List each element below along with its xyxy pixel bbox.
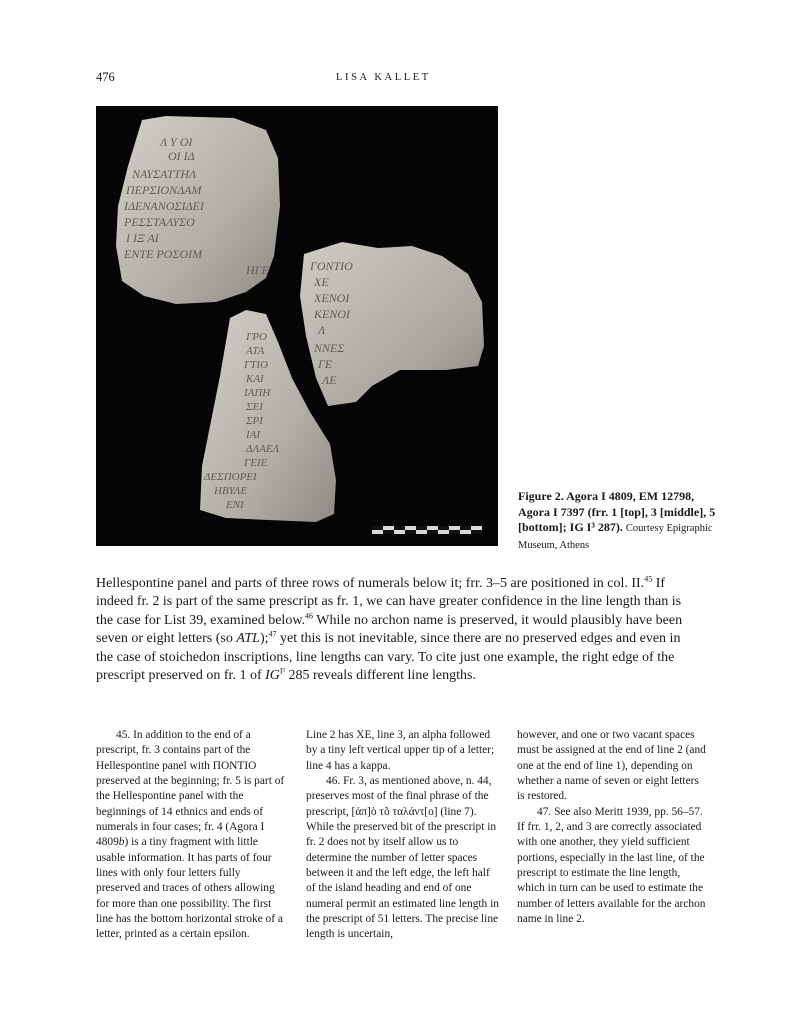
footnote-45: 45. In addition to the end of a prescript, fr. 3 contains part of the Hellespontine panel with ΠΟΝΤΙΟ preserved at the beginning; fr. 5 is part of the Hellespontine panel with the beginnings of 14 ethnics and ends of numerals in four cases; fr. 4 (Agora I 4809b) is a tiny fragment with little usable information. It has parts of four lines with only four letters fully preserved and traces of others allowing for more than one possibility. The first line has the bottom horizontal stroke of a letter, printed as a certain epsilon. (96, 729, 285, 941)
fragment-3-line: ΝΝΕΣ (314, 341, 345, 355)
fragment-1-line: ΟΙ ΙΔ (168, 149, 195, 163)
fragment-5-line: ΣΡΙ (246, 415, 263, 427)
footnote-column-1 (96, 728, 286, 943)
figure-caption-title: Figure 2. Agora I 4809, EM 12798, Agora I 7397 (frr. 1 [top], 3 [middle], 5 [bottom]; IG I³ 287). (518, 489, 716, 534)
fragment-5-line: ΑΤΑ (246, 345, 265, 357)
fragment-3-line: ΧΕ (314, 275, 329, 289)
body-text-1: Hellespontine panel and parts of three rows of numerals below it; frr. 3–5 are positioned in col. II. (96, 576, 645, 591)
running-head: LISA KALLET (336, 72, 431, 83)
inscription-photo (96, 106, 498, 546)
fragment-5-line: ΙΑΙ (246, 429, 261, 441)
fragment-1-line: Ι ΙΞ ΑΙ (126, 231, 159, 245)
footnote-ref-47[interactable]: 47 (268, 629, 277, 639)
body-text-2: If indeed fr. 2 is part of the same prescript as fr. 1, we can have greater confidence in the line length than is the case for List 39, examined below. (96, 576, 682, 628)
fragment-3-line: ΧΕΝΟΙ (314, 291, 350, 305)
fragment-5-line: ΓΕΙΕ (244, 457, 268, 469)
fragment-5-line: ΔΛΑΕΛ (246, 443, 280, 455)
fragment-1-line: ΗΓΕ (246, 263, 269, 277)
main-paragraph (96, 575, 696, 685)
footnote-ref-45[interactable]: 45 (644, 574, 653, 584)
fragment-5-line: ΕΝΙ (226, 499, 244, 511)
fragment-1-line: ΝΑΥΣΑΤΤΗΛ (132, 167, 197, 181)
fragment-3-line: ΓΟΝΤΙΟ (310, 259, 353, 273)
ig-abbreviation: IG (265, 668, 280, 684)
fragment-5-line: ΚΑΙ (246, 373, 264, 385)
scale-bar (372, 526, 482, 534)
ig-volume: I³ (279, 666, 285, 676)
body-text-4: ); (259, 631, 269, 647)
fragment-5-line: ΔΕΣΠΟΡΕΙ (204, 471, 257, 483)
fragment-3-line: Λ (318, 323, 326, 337)
fragment-1-line: ΕΝΤΕ ΡΟΣΟΙΜ (124, 247, 203, 261)
atl-abbreviation: ATL (236, 631, 260, 647)
fragment-1-line: ΙΔΕΝΑΝΟΣΙΔΕΙ (124, 199, 204, 213)
figure-caption (518, 489, 718, 553)
fragment-1-line: Λ Υ ΟΙ (160, 135, 193, 149)
fragment-5-line: ΓΡΟ (246, 331, 267, 343)
fragment-3-line: ΛΕ (322, 373, 337, 387)
footnote-column-2 (306, 728, 500, 943)
fragment-3-line: ΓΕ (318, 357, 333, 371)
body-text-6: 285 reveals different line lengths. (284, 668, 476, 684)
page-number: 476 (96, 70, 115, 84)
fragment-5-line: ΙΑΠΗ (244, 387, 271, 399)
footnote-45-continued: Line 2 has ΧΕ, line 3, an alpha followed by a tiny left vertical upper tip of a letter; line 4 has a kappa. (306, 729, 495, 772)
footnote-column-3 (517, 728, 707, 927)
figure-caption-credit: Courtesy Epigraphic Museum, Athens (518, 523, 713, 551)
fragment-3-line: ΚΕΝΟΙ (314, 307, 350, 321)
footnote-46: 46. Fr. 3, as mentioned above, n. 44, preserves most of the final phrase of the prescript, [ἀπ]ὸ τõ ταλάντ[ο] (line 7). While the preserved bit of the prescript in fr. 2 does not by itself allow us to determine the number of letter spaces between it and the left edge, the left half of the island heading and end of one numeral permit an estimated line length in the prescript of 51 letters. The precise line length is uncertain, (306, 775, 499, 941)
body-text-5: yet this is not inevitable, since there are no preserved edges and even in the case of stoichedon inscriptions, line lengths can vary. To cite just one example, the right edge of the prescript preserved on fr. 1 of (96, 631, 681, 684)
fragment-5-line: ΓΤΙΟ (244, 359, 268, 371)
fragment-1-line: ΡΕΣΣΤΑΛΥΣΟ (124, 215, 195, 229)
footnote-ref-46[interactable]: 46 (305, 611, 314, 621)
fragment-1-line: ΠΕΡΣΙΟΝΔΑΜ (126, 183, 202, 197)
fragment-5-line: ΣΕΙ (246, 401, 263, 413)
footnote-46-continued: however, and one or two vacant spaces must be assigned at the end of line 2 (and one at the end of line 1), depending on whether a name of seven or eight letters is restored. (517, 729, 706, 803)
fragment-5-line: ΗΒΥΛΕ (214, 485, 248, 497)
footnote-47: 47. See also Meritt 1939, pp. 56–57. If frr. 1, 2, and 3 are correctly associated with one another, they yield sufficient portions, especially in the last line, of the prescript to estimate the line length, which in turn can be used to estimate the number of letters available for the archon name in line 2. (517, 805, 706, 926)
body-text-3: While no archon name is preserved, it would plausibly have been seven or eight letters (so (96, 612, 683, 647)
